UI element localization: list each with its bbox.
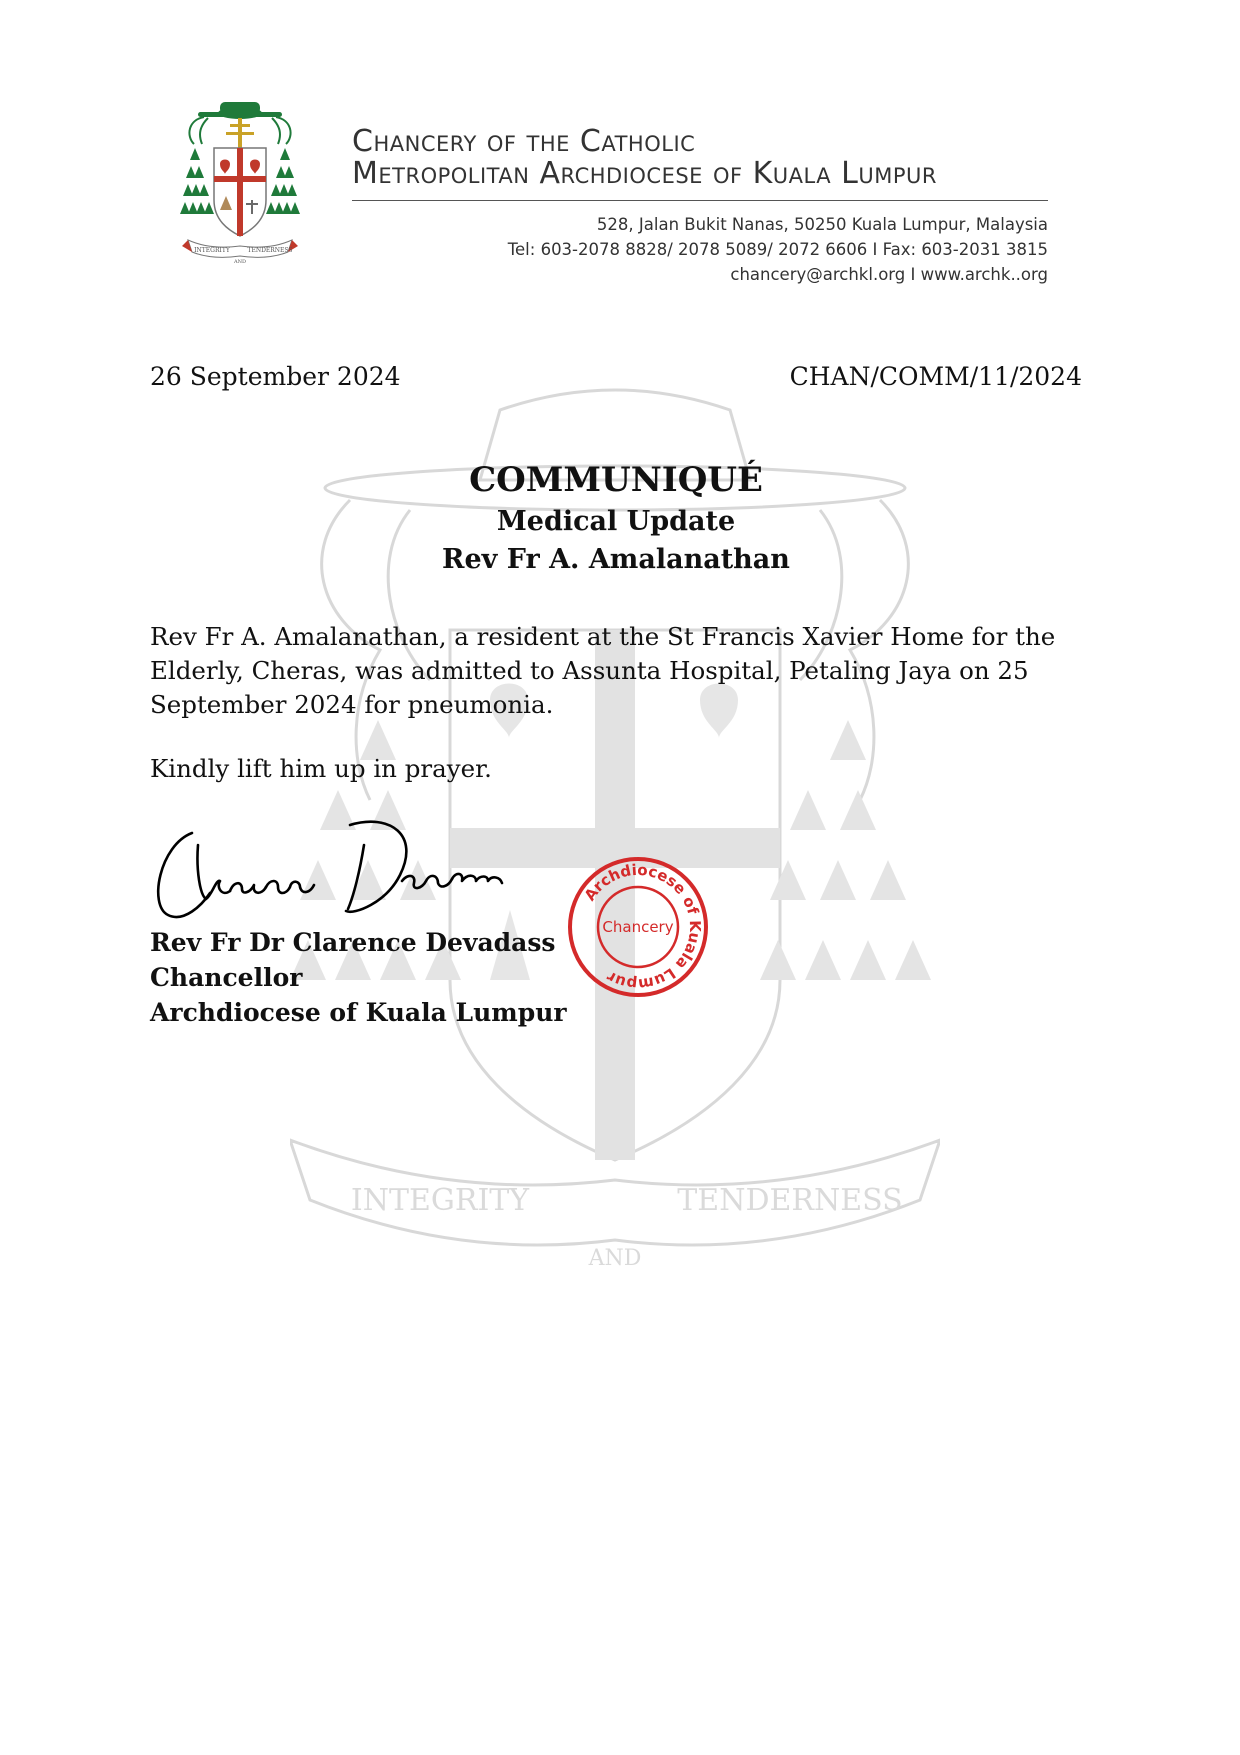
signatory-name: Rev Fr Dr Clarence Devadass	[150, 928, 556, 957]
letterhead-title-line2: Metropolitan Archdiocese of Kuala Lumpur	[352, 156, 937, 191]
letter-reference: CHAN/COMM/11/2024	[789, 362, 1082, 391]
watermark-motto-left: INTEGRITY	[350, 1183, 530, 1218]
stamp-ring-text: Archdiocese of Kuala Lumpur	[580, 860, 705, 994]
watermark-motto-center: AND	[588, 1246, 642, 1271]
letterhead-title-line1: Chancery of the Catholic	[352, 124, 696, 159]
signatory-block	[150, 925, 567, 1030]
letterhead-address: 528, Jalan Bukit Nanas, 50250 Kuala Lumpur, Malaysia	[596, 215, 1048, 234]
letterhead-title	[352, 126, 1052, 190]
body-paragraph-2: Kindly lift him up in prayer.	[150, 754, 492, 783]
letterhead-divider	[352, 200, 1048, 201]
letter-date: 26 September 2024	[150, 362, 401, 391]
communique-subheading: Medical Update	[496, 506, 736, 537]
chancery-stamp	[566, 855, 710, 999]
body-paragraph-1: Rev Fr A. Amalanathan, a resident at the St Francis Xavier Home for the Elderly, Cheras, was admitted to Assunta Hospital, Petaling Jaya on 25 September 2024 for pneumonia.	[150, 622, 1056, 719]
handwritten-signature	[150, 815, 550, 935]
signatory-title: Chancellor	[150, 963, 303, 992]
signatory-organization: Archdiocese of Kuala Lumpur	[150, 998, 567, 1027]
watermark-motto-right: TENDERNESS	[677, 1183, 903, 1218]
communique-heading: COMMUNIQUÉ	[469, 460, 763, 500]
crest-motto-right: TENDERNESS	[247, 247, 293, 254]
communique-subject: Rev Fr A. Amalanathan	[442, 544, 790, 575]
letterhead-phone-fax: Tel: 603-2078 8828/ 2078 5089/ 2072 6606 I Fax: 603-2031 3815	[507, 240, 1048, 259]
crest-motto-left: INTEGRITY	[194, 247, 230, 254]
stamp-center-text: Chancery	[602, 918, 674, 936]
archdiocese-crest-logo	[180, 100, 300, 268]
letterhead-email-web: chancery@archkl.org I www.archk..org	[730, 265, 1048, 284]
letterhead-contact	[508, 212, 1048, 287]
crest-motto-center: AND	[234, 259, 246, 265]
